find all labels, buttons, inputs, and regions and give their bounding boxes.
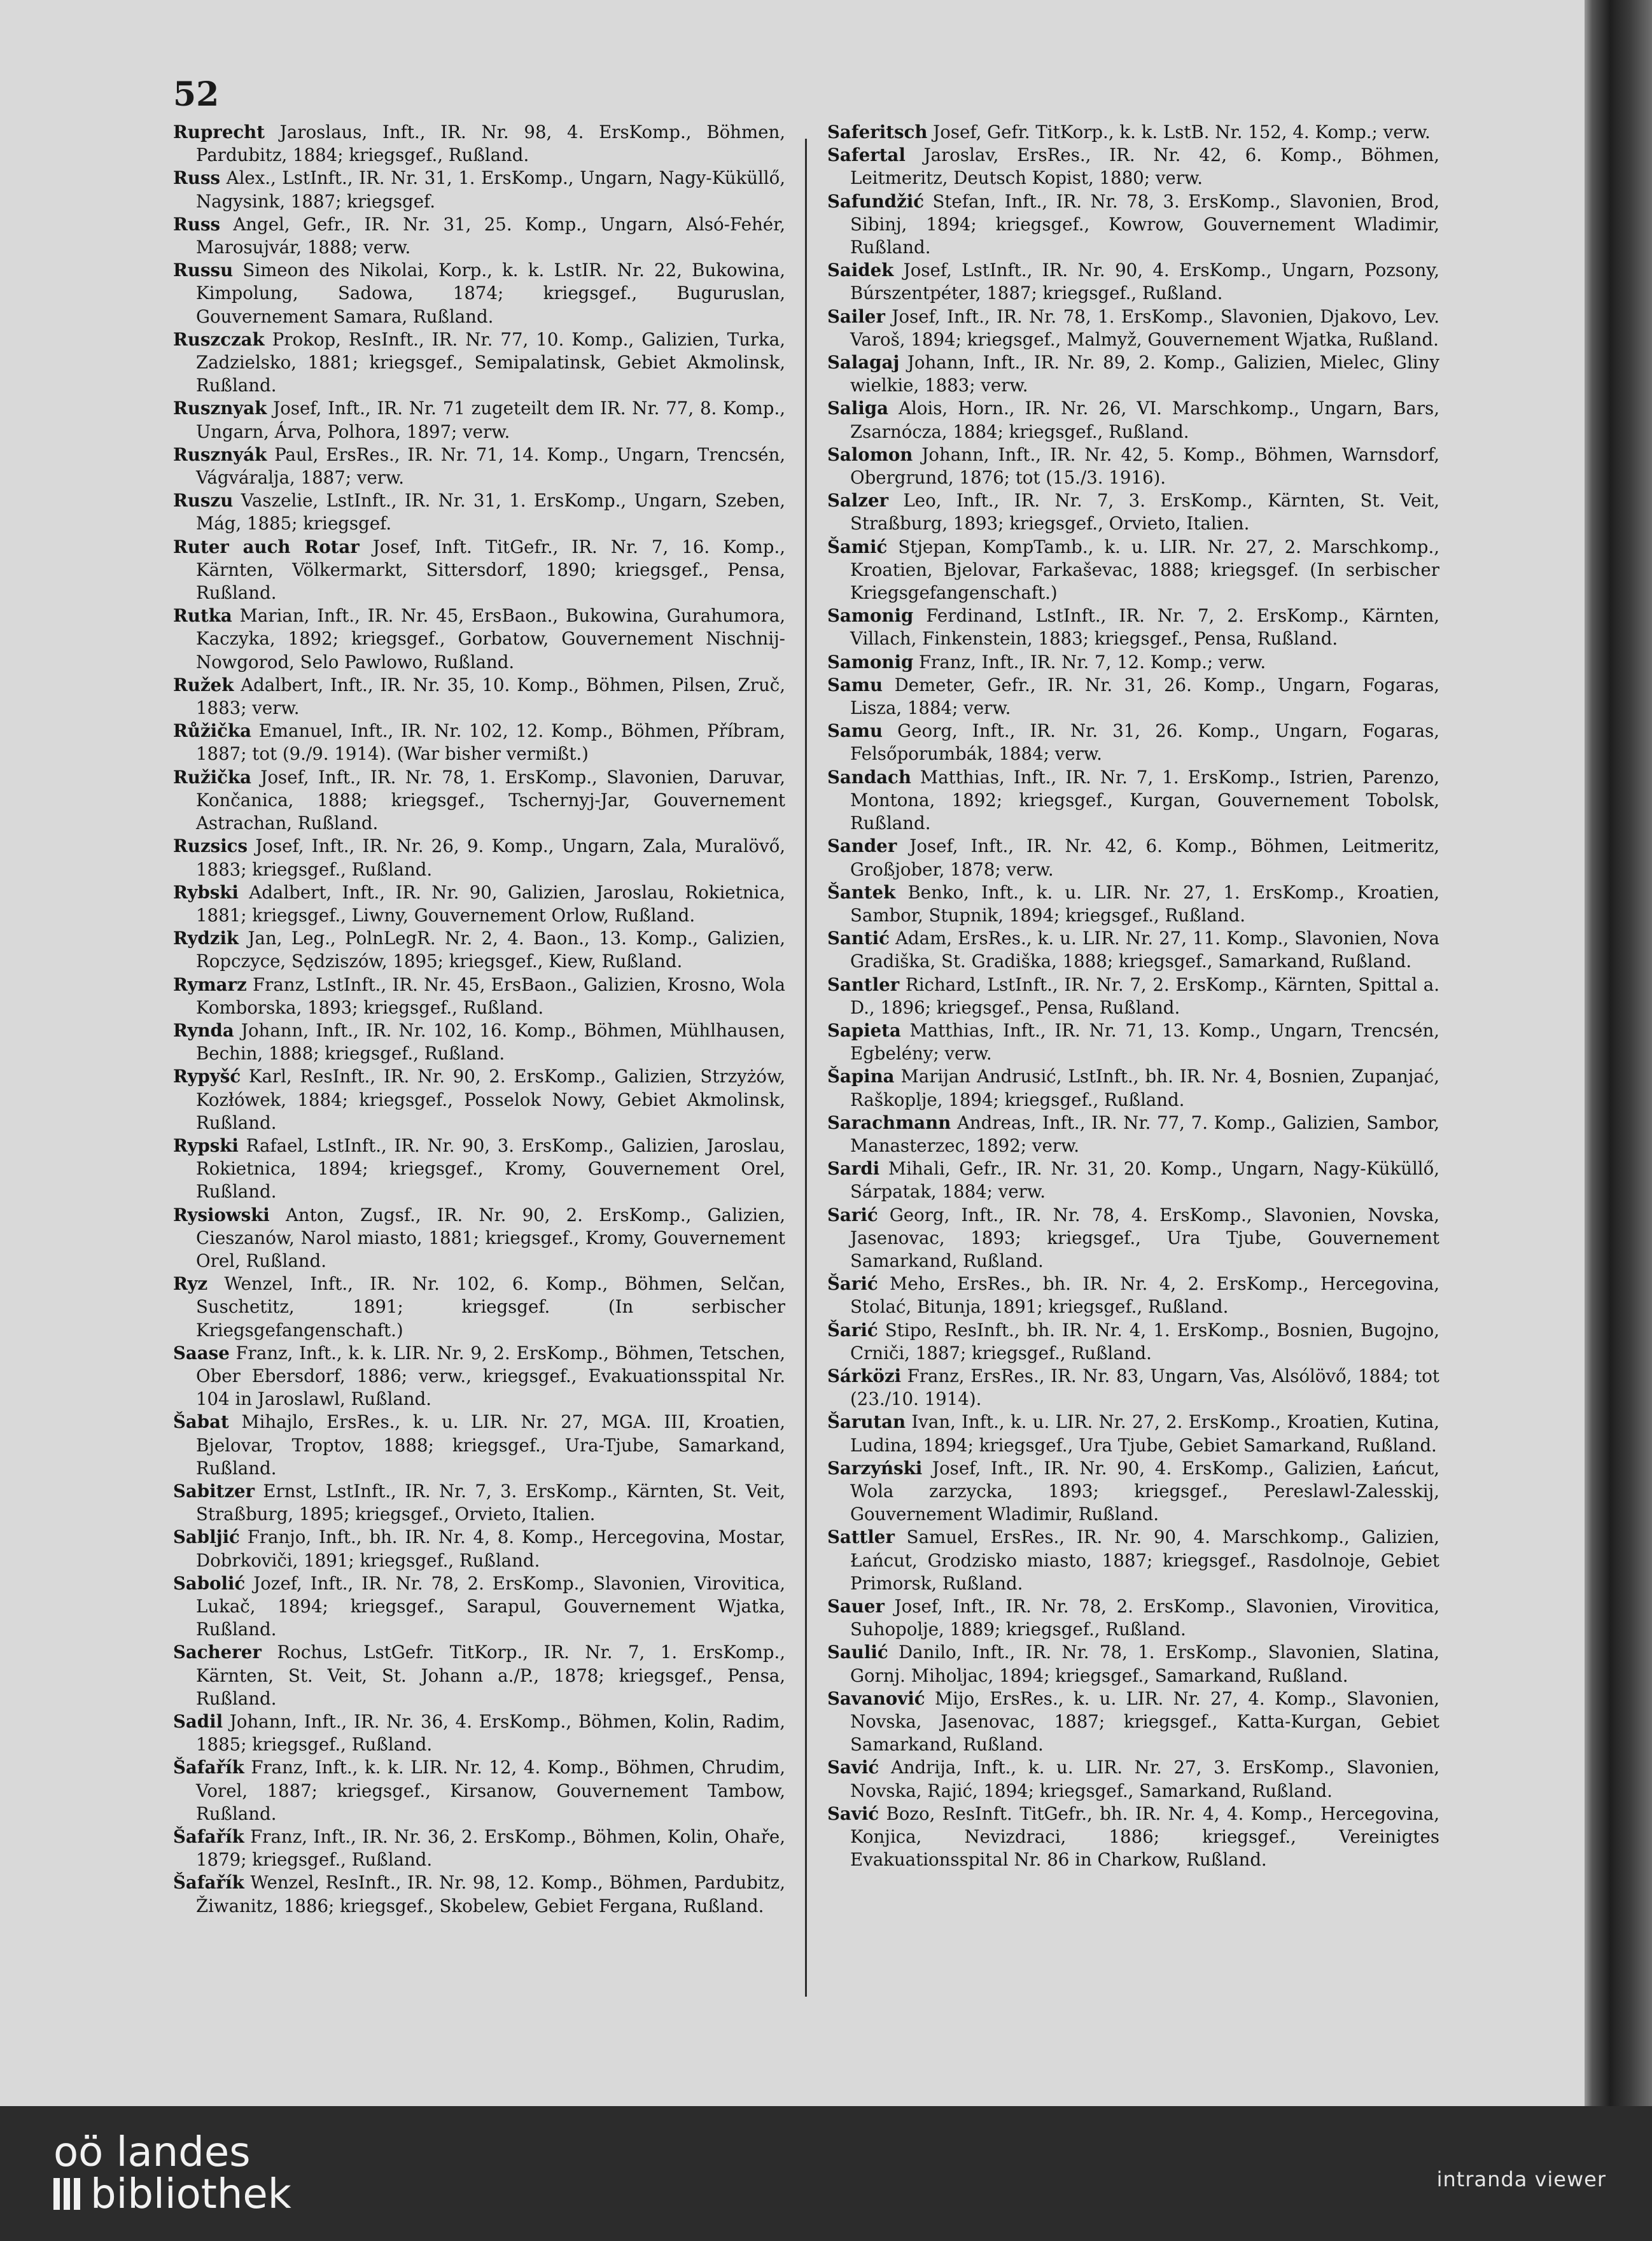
- entry-details: Stefan, Inft., IR. Nr. 78, 3. ErsKomp., Slavonien, Brod, Sibinj, 1894; kriegsgef., Kowrow, Gouvernement Wladimir, Rußland.: [850, 190, 1439, 258]
- entry-name: Ružek: [173, 674, 234, 695]
- entry-name: Sarachmann: [827, 1112, 951, 1133]
- register-entry: [827, 766, 1439, 835]
- entry-details: Mijo, ErsRes., k. u. LIR. Nr. 27, 4. Komp., Slavonien, Novska, Jasenovac, 1887; kriegsgef., Katta-Kurgan, Gebiet Samarkand, Rußland.: [850, 1687, 1439, 1756]
- entry-details: Matthias, Inft., IR. Nr. 7, 1. ErsKomp., Istrien, Parenzo, Montona, 1892; kriegsgef., Kurgan, Gouvernement Tobolsk, Rußland.: [850, 766, 1439, 834]
- entry-name: Sardi: [827, 1158, 880, 1180]
- register-entry: [827, 536, 1439, 605]
- entry-name: Šafařík: [173, 1826, 244, 1848]
- entry-details: Adalbert, Inft., IR. Nr. 90, Galizien, Jaroslau, Rokietnica, 1881; kriegsgef., Liwny, Gouvernement Orlow, Rußland.: [196, 881, 785, 926]
- entry-name: Rutka: [173, 605, 232, 627]
- register-entry: [173, 397, 785, 443]
- entry-name: Salzer: [827, 490, 889, 512]
- entry-name: Savanović: [827, 1687, 925, 1709]
- register-entry: [827, 651, 1439, 674]
- register-entry: [173, 1019, 785, 1065]
- entry-name: Sacherer: [173, 1642, 262, 1663]
- entry-details: Simeon des Nikolai, Korp., k. k. LstIR. Nr. 22, Bukowina, Kimpolung, Sadowa, 1874; kriegsgef., Buguruslan, Gouvernement Samara, Rußland.: [196, 260, 785, 327]
- register-entry: [827, 1204, 1439, 1273]
- register-entry: [827, 305, 1439, 351]
- entry-details: Richard, LstInft., IR. Nr. 7, 2. ErsKomp., Kärnten, Spittal a. D., 1896; kriegsgef., Pensa, Rußland.: [850, 974, 1439, 1018]
- entry-details: Jaroslaus, Inft., IR. Nr. 98, 4. ErsKomp., Böhmen, Pardubitz, 1884; kriegsgef., Rußland.: [196, 122, 785, 166]
- register-entry: [173, 259, 785, 328]
- register-entry: [173, 1526, 785, 1572]
- entry-name: Ruszczak: [173, 328, 265, 350]
- register-entry: [173, 1204, 785, 1273]
- entry-details: Jan, Leg., PolnLegR. Nr. 2, 4. Baon., 13. Komp., Galizien, Ropczyce, Sędziszów, 1895; kriegsgef., Kiew, Rußland.: [196, 928, 785, 972]
- library-logo[interactable]: [53, 2129, 291, 2218]
- register-entry: [827, 1411, 1439, 1456]
- register-entry: [827, 1319, 1439, 1365]
- logo-line-2-wrap: [53, 2171, 291, 2218]
- entry-details: Marijan Andrusić, LstInft., bh. IR. Nr. 4, Bosnien, Zupanjać, Raškoplje, 1894; kriegsgef., Rußland.: [850, 1066, 1439, 1110]
- register-entry: [173, 121, 785, 167]
- entry-details: Georg, Inft., IR. Nr. 31, 26. Komp., Ungarn, Fogaras, Felsőporumbák, 1884; verw.: [850, 720, 1439, 765]
- entry-details: Anton, Zugsf., IR. Nr. 90, 2. ErsKomp., Galizien, Cieszanów, Narol miasto, 1881; kriegsgef., Kromy, Gouvernement Orel, Rußland.: [196, 1204, 785, 1271]
- entry-name: Salagaj: [827, 352, 900, 374]
- entry-details: Ferdinand, LstInft., IR. Nr. 7, 2. ErsKomp., Kärnten, Villach, Finkenstein, 1883; kriegsgef., Pensa, Rußland.: [850, 605, 1439, 650]
- register-entry: [173, 1826, 785, 1871]
- entry-details: Ivan, Inft., k. u. LIR. Nr. 27, 2. ErsKomp., Kroatien, Kutina, Ludina, 1894; kriegsgef., Ura Tjube, Gebiet Samarkand, Rußland.: [850, 1411, 1439, 1456]
- register-entry: [827, 1065, 1439, 1111]
- register-entry: [827, 190, 1439, 260]
- register-entry: [827, 927, 1439, 973]
- entry-name: Rusznyák: [173, 443, 267, 465]
- viewer-footer: [0, 2106, 1652, 2241]
- entry-details: Franz, ErsRes., IR. Nr. 83, Ungarn, Vas, Alsólövő, 1884; tot (23./10. 1914).: [850, 1365, 1439, 1410]
- register-entry: [173, 766, 785, 835]
- entry-details: Adalbert, Inft., IR. Nr. 35, 10. Komp., Böhmen, Pilsen, Zruč, 1883; verw.: [196, 674, 785, 719]
- entry-details: Franz, Inft., IR. Nr. 7, 12. Komp.; verw.: [913, 651, 1266, 673]
- logo-line-1: oö landes: [53, 2129, 251, 2176]
- register-entry: [827, 489, 1439, 535]
- register-entry: [827, 1273, 1439, 1318]
- entry-name: Šarić: [827, 1319, 878, 1341]
- entry-details: Josef, Inft., IR. Nr. 90, 4. ErsKomp., Galizien, Łańcut, Wola zarzycka, 1893; kriegsgef., Pereslawl-Zalesskij, Gouvernement Wladimir, Rußland.: [850, 1457, 1439, 1525]
- entry-name: Ruzsics: [173, 835, 248, 857]
- entry-name: Saliga: [827, 398, 888, 419]
- entry-details: Josef, Inft., IR. Nr. 78, 1. ErsKomp., Slavonien, Daruvar, Končanica, 1888; kriegsgef., Tschernyj-Jar, Gouvernement Astrachan, Rußland.: [196, 766, 785, 834]
- register-entry: [173, 1342, 785, 1411]
- register-entry: [173, 1273, 785, 1342]
- entry-name: Ruter auch Rotar: [173, 536, 360, 557]
- register-entry: [827, 604, 1439, 650]
- register-entry: [827, 1365, 1439, 1411]
- entry-details: Marian, Inft., IR. Nr. 45, ErsBaon., Bukowina, Gurahumora, Kaczyka, 1892; kriegsgef., Gorbatow, Gouvernement Nischnij-Nowgorod, Selo Pawlowo, Rußland.: [196, 605, 785, 673]
- entry-details: Johann, Inft., IR. Nr. 42, 5. Komp., Böhmen, Warnsdorf, Obergrund, 1876; tot (15./3. 1916).: [850, 443, 1439, 489]
- entry-name: Sadil: [173, 1711, 223, 1733]
- entry-name: Šarić: [827, 1273, 878, 1295]
- entry-details: Josef, Inft., IR. Nr. 78, 2. ErsKomp., Slavonien, Virovitica, Suhopolje, 1889; kriegsgef., Rußland.: [850, 1596, 1439, 1640]
- entry-details: Alex., LstInft., IR. Nr. 31, 1. ErsKomp., Ungarn, Nagy-Küküllő, Nagysink, 1887; kriegsgef.: [196, 167, 785, 212]
- entry-name: Samonig: [827, 605, 914, 627]
- entry-name: Salomon: [827, 443, 913, 465]
- entry-details: Josef, Inft., IR. Nr. 42, 6. Komp., Böhmen, Leitmeritz, Großjober, 1878; verw.: [850, 835, 1439, 880]
- entry-details: Matthias, Inft., IR. Nr. 71, 13. Komp., Ungarn, Trencsén, Egbelény; verw.: [850, 1019, 1439, 1065]
- entry-details: Samuel, ErsRes., IR. Nr. 90, 4. Marschkomp., Galizien, Łańcut, Grodzisko miasto, 1887; kriegsgef., Rasdolnoje, Gebiet Primorsk, Rußland.: [850, 1526, 1439, 1594]
- register-entry: [827, 881, 1439, 927]
- entry-name: Safundžić: [827, 190, 925, 212]
- entry-name: Saidek: [827, 260, 894, 281]
- right-column: [827, 121, 1439, 1871]
- entry-details: Leo, Inft., IR. Nr. 7, 3. ErsKomp., Kärnten, St. Veit, Straßburg, 1893; kriegsgef., Orvieto, Italien.: [850, 490, 1439, 534]
- viewer-brand[interactable]: intranda viewer: [1436, 2167, 1606, 2191]
- entry-name: Russ: [173, 167, 221, 189]
- entry-details: Jozef, Inft., IR. Nr. 78, 2. ErsKomp., Slavonien, Virovitica, Lukač, 1894; kriegsgef., Sarapul, Gouvernement Wjatka, Rußland.: [196, 1572, 785, 1640]
- entry-details: Mihali, Gefr., IR. Nr. 31, 20. Komp., Ungarn, Nagy-Küküllő, Sárpatak, 1884; verw.: [850, 1158, 1439, 1203]
- entry-details: Georg, Inft., IR. Nr. 78, 4. ErsKomp., Slavonien, Novska, Jasenovac, 1893; kriegsgef., Ura Tjube, Gouvernement Samarkand, Rußland.: [850, 1204, 1439, 1271]
- entry-name: Sapieta: [827, 1019, 901, 1041]
- register-entry: [827, 443, 1439, 489]
- entry-name: Santić: [827, 928, 890, 949]
- entry-details: Adam, ErsRes., k. u. LIR. Nr. 27, 11. Komp., Slavonien, Nova Gradiška, St. Gradiška, 1888; kriegsgef., Samarkand, Rußland.: [850, 928, 1439, 972]
- entry-name: Sabolić: [173, 1572, 246, 1594]
- register-entry: [173, 1710, 785, 1756]
- entry-details: Prokop, ResInft., IR. Nr. 77, 10. Komp., Galizien, Turka, Zadzielsko, 1881; kriegsgef., Semipalatinsk, Gebiet Akmolinsk, Rußland.: [196, 328, 785, 396]
- entry-name: Sarzyński: [827, 1457, 923, 1479]
- register-entry: [827, 974, 1439, 1019]
- register-entry: [173, 1065, 785, 1134]
- entry-name: Ruszu: [173, 490, 234, 512]
- register-entry: [173, 1641, 785, 1710]
- register-entry: [827, 397, 1439, 443]
- logo-bars-icon: [53, 2175, 84, 2217]
- register-entry: [173, 1871, 785, 1917]
- entry-details: Franz, Inft., k. k. LIR. Nr. 9, 2. ErsKomp., Böhmen, Tetschen, Ober Ebersdorf, 1886; verw., kriegsgef., Evakuationsspital Nr. 104 in Jaroslawl, Rußland.: [196, 1342, 785, 1410]
- entry-name: Savić: [827, 1803, 879, 1824]
- entry-name: Šamić: [827, 536, 888, 557]
- entry-details: Angel, Gefr., IR. Nr. 31, 25. Komp., Ungarn, Alsó-Fehér, Marosujvár, 1888; verw.: [196, 213, 785, 258]
- entry-name: Sailer: [827, 305, 885, 327]
- entry-details: Wenzel, Inft., IR. Nr. 102, 6. Komp., Böhmen, Selčan, Suschetitz, 1891; kriegsgef. (In serbischer Kriegsgefangenschaft.): [196, 1273, 785, 1341]
- entry-details: Johann, Inft., IR. Nr. 102, 16. Komp., Böhmen, Mühlhausen, Bechin, 1888; kriegsgef., Rußland.: [196, 1019, 785, 1065]
- entry-name: Sabljić: [173, 1526, 240, 1548]
- entry-details: Josef, Inft., IR. Nr. 71 zugeteilt dem IR. Nr. 77, 8. Komp., Ungarn, Árva, Polhora, 1897; verw.: [196, 398, 785, 442]
- register-entry: [173, 881, 785, 927]
- entry-name: Sander: [827, 835, 897, 857]
- entry-name: Šafařík: [173, 1757, 244, 1778]
- register-entry: [827, 144, 1439, 190]
- entry-details: Danilo, Inft., IR. Nr. 78, 1. ErsKomp., Slavonien, Slatina, Gornj. Miholjac, 1894; kriegsgef., Samarkand, Rußland.: [850, 1642, 1439, 1686]
- entry-details: Josef, Inft. TitGefr., IR. Nr. 7, 16. Komp., Kärnten, Völkermarkt, Sittersdorf, 1890; kriegsgef., Pensa, Rußland.: [196, 536, 785, 604]
- entry-details: Rafael, LstInft., IR. Nr. 90, 3. ErsKomp., Galizien, Jaroslau, Rokietnica, 1894; kriegsgef., Kromy, Gouvernement Orel, Rußland.: [196, 1134, 785, 1203]
- register-entry: [173, 443, 785, 489]
- entry-name: Ružička: [173, 766, 251, 788]
- entry-details: Stjepan, KompTamb., k. u. LIR. Nr. 27, 2. Marschkomp., Kroatien, Bjelovar, Farkaševac, 1888; kriegsgef. (In serbischer Kriegsgefangenschaft.): [850, 536, 1439, 604]
- entry-name: Šafařík: [173, 1872, 244, 1894]
- entry-name: Saferitsch: [827, 122, 928, 143]
- entry-name: Russu: [173, 260, 234, 281]
- entry-details: Stipo, ResInft., bh. IR. Nr. 4, 1. ErsKomp., Bosnien, Bugojno, Crniči, 1887; kriegsgef., Rußland.: [850, 1319, 1439, 1364]
- entry-details: Andrija, Inft., k. u. LIR. Nr. 27, 3. ErsKomp., Slavonien, Novska, Rajić, 1894; kriegsgef., Samarkand, Rußland.: [850, 1757, 1439, 1801]
- entry-name: Sattler: [827, 1526, 895, 1548]
- register-entry: [827, 351, 1439, 397]
- entry-name: Šabat: [173, 1411, 229, 1433]
- register-entry: [173, 536, 785, 605]
- entry-name: Rydzik: [173, 928, 239, 949]
- entry-details: Mihajlo, ErsRes., k. u. LIR. Nr. 27, MGA. III, Kroatien, Bjelovar, Troptov, 1888; kriegsgef., Ura-Tjube, Samarkand, Rußland.: [196, 1411, 785, 1479]
- register-entry: [173, 328, 785, 398]
- register-entry: [173, 835, 785, 881]
- entry-details: Johann, Inft., IR. Nr. 36, 4. ErsKomp., Böhmen, Kolin, Radim, 1885; kriegsgef., Rußland.: [196, 1711, 785, 1756]
- entry-name: Santler: [827, 974, 900, 995]
- register-entry: [827, 1112, 1439, 1157]
- entry-name: Rymarz: [173, 974, 247, 995]
- register-entry: [827, 1803, 1439, 1872]
- entry-name: Saase: [173, 1342, 230, 1364]
- entry-details: Paul, ErsRes., IR. Nr. 71, 14. Komp., Ungarn, Trencsén, Vágváralja, 1887; verw.: [196, 443, 785, 489]
- register-entry: [827, 835, 1439, 881]
- register-entry: [827, 1687, 1439, 1757]
- entry-name: Šapina: [827, 1066, 895, 1087]
- register-entry: [173, 213, 785, 259]
- entry-name: Sarić: [827, 1204, 878, 1225]
- entry-details: Alois, Horn., IR. Nr. 26, VI. Marschkomp., Ungarn, Bars, Zsarnócza, 1884; kriegsgef., Rußland.: [850, 398, 1439, 442]
- entry-name: Rybski: [173, 881, 239, 903]
- entry-details: Josef, Inft., IR. Nr. 78, 1. ErsKomp., Slavonien, Djakovo, Lev. Varoš, 1894; kriegsgef., Malmyž, Gouvernement Wjatka, Rußland.: [850, 305, 1439, 350]
- page-number: 52: [173, 75, 220, 114]
- entry-details: Franz, Inft., IR. Nr. 36, 2. ErsKomp., Böhmen, Kolin, Ohaře, 1879; kriegsgef., Rußland.: [196, 1826, 785, 1871]
- register-entry: [827, 1157, 1439, 1203]
- entry-details: Rochus, LstGefr. TitKorp., IR. Nr. 7, 1. ErsKomp., Kärnten, St. Veit, St. Johann a./P., 1878; kriegsgef., Pensa, Rußland.: [196, 1642, 785, 1709]
- entry-details: Josef, LstInft., IR. Nr. 90, 4. ErsKomp., Ungarn, Pozsony, Búrszentpéter, 1887; kriegsgef., Rußland.: [850, 260, 1439, 304]
- entry-name: Russ: [173, 213, 221, 235]
- entry-name: Rusznyak: [173, 398, 267, 419]
- register-entry: [173, 1572, 785, 1642]
- register-entry: [827, 259, 1439, 305]
- entry-details: Karl, ResInft., IR. Nr. 90, 2. ErsKomp., Galizien, Strzyżów, Kozłówek, 1884; kriegsgef., Posselok Nowy, Gebiet Akmolinsk, Rußland.: [196, 1066, 785, 1133]
- register-entry: [173, 720, 785, 765]
- entry-details: Wenzel, ResInft., IR. Nr. 98, 12. Komp., Böhmen, Pardubitz, Žiwanitz, 1886; kriegsgef., Skobelew, Gebiet Fergana, Rußland.: [196, 1872, 785, 1916]
- entry-details: Demeter, Gefr., IR. Nr. 31, 26. Komp., Ungarn, Fogaras, Lisza, 1884; verw.: [850, 674, 1439, 719]
- register-entry: [173, 167, 785, 213]
- entry-name: Šarutan: [827, 1411, 906, 1433]
- register-entry: [173, 1134, 785, 1204]
- entry-name: Samu: [827, 674, 883, 695]
- register-entry: [827, 1457, 1439, 1526]
- column-divider: [805, 139, 807, 1997]
- entry-details: Johann, Inft., IR. Nr. 89, 2. Komp., Galizien, Mielec, Gliny wielkie, 1883; verw.: [850, 352, 1439, 396]
- entry-name: Saulić: [827, 1642, 888, 1663]
- entry-name: Safertal: [827, 144, 906, 166]
- entry-details: Josef, Inft., IR. Nr. 26, 9. Komp., Ungarn, Zala, Muralövő, 1883; kriegsgef., Rußland.: [196, 835, 785, 880]
- logo-line-2: bibliothek: [90, 2171, 291, 2218]
- entry-name: Rysiowski: [173, 1204, 270, 1225]
- entry-name: Sárközi: [827, 1365, 902, 1386]
- entry-name: Růžička: [173, 720, 251, 742]
- entry-details: Jaroslav, ErsRes., IR. Nr. 42, 6. Komp., Böhmen, Leitmeritz, Deutsch Kopist, 1880; verw.: [850, 144, 1439, 189]
- register-entry: [173, 974, 785, 1019]
- register-entry: [173, 1756, 785, 1826]
- register-entry: [827, 1756, 1439, 1802]
- entry-details: Vaszelie, LstInft., IR. Nr. 31, 1. ErsKomp., Ungarn, Szeben, Mág, 1885; kriegsgef.: [196, 490, 785, 534]
- register-entry: [173, 927, 785, 973]
- entry-details: Meho, ErsRes., bh. IR. Nr. 4, 2. ErsKomp., Hercegovina, Stolać, Bitunja, 1891; kriegsgef., Rußland.: [850, 1273, 1439, 1318]
- entry-name: Samu: [827, 720, 883, 742]
- entry-details: Franz, Inft., k. k. LIR. Nr. 12, 4. Komp., Böhmen, Chrudim, Vorel, 1887; kriegsgef., Kirsanow, Gouvernement Tambow, Rußland.: [196, 1757, 785, 1824]
- entry-details: Franz, LstInft., IR. Nr. 45, ErsBaon., Galizien, Krosno, Wola Komborska, 1893; kriegsgef., Rußland.: [196, 974, 785, 1018]
- entry-details: Andreas, Inft., IR. Nr. 77, 7. Komp., Galizien, Sambor, Manasterzec, 1892; verw.: [850, 1112, 1439, 1156]
- entry-name: Rypski: [173, 1134, 239, 1156]
- register-entry: [827, 720, 1439, 765]
- register-entry: [173, 1480, 785, 1526]
- entry-name: Samonig: [827, 651, 914, 673]
- entry-name: Ruprecht: [173, 122, 265, 143]
- register-entry: [173, 674, 785, 720]
- register-entry: [827, 121, 1439, 144]
- register-entry: [173, 1411, 785, 1480]
- entry-name: Rynda: [173, 1019, 234, 1041]
- entry-name: Sabitzer: [173, 1480, 255, 1502]
- left-column: [173, 121, 785, 1918]
- register-entry: [827, 1526, 1439, 1595]
- entry-name: Šantek: [827, 881, 896, 903]
- register-entry: [827, 674, 1439, 720]
- entry-details: Emanuel, Inft., IR. Nr. 102, 12. Komp., Böhmen, Příbram, 1887; tot (9./9. 1914). (War bisher vermißt.): [196, 720, 785, 765]
- register-entry: [173, 489, 785, 535]
- entry-name: Sauer: [827, 1596, 885, 1617]
- entry-details: Bozo, ResInft. TitGefr., bh. IR. Nr. 4, 4. Komp., Hercegovina, Konjica, Nevizdraci, 1886; kriegsgef., Vereinigtes Evakuationsspital Nr. 86 in Charkow, Rußland.: [850, 1803, 1439, 1871]
- register-entry: [173, 604, 785, 674]
- entry-name: Sandach: [827, 766, 911, 788]
- register-entry: [827, 1641, 1439, 1687]
- register-entry: [827, 1019, 1439, 1065]
- entry-details: Franjo, Inft., bh. IR. Nr. 4, 8. Komp., Hercegovina, Mostar, Dobrkoviči, 1891; kriegsgef., Rußland.: [196, 1526, 785, 1571]
- entry-name: Rypyšć: [173, 1066, 241, 1087]
- entry-name: Savić: [827, 1757, 879, 1778]
- register-entry: [827, 1595, 1439, 1641]
- facing-page-edge: [1585, 0, 1652, 2106]
- entry-details: Ernst, LstInft., IR. Nr. 7, 3. ErsKomp., Kärnten, St. Veit, Straßburg, 1895; kriegsgef., Orvieto, Italien.: [196, 1480, 785, 1525]
- entry-details: Benko, Inft., k. u. LIR. Nr. 27, 1. ErsKomp., Kroatien, Sambor, Stupnik, 1894; kriegsgef., Rußland.: [850, 881, 1439, 926]
- entry-details: Josef, Gefr. TitKorp., k. k. LstB. Nr. 152, 4. Komp.; verw.: [927, 122, 1431, 143]
- entry-name: Ryz: [173, 1273, 208, 1295]
